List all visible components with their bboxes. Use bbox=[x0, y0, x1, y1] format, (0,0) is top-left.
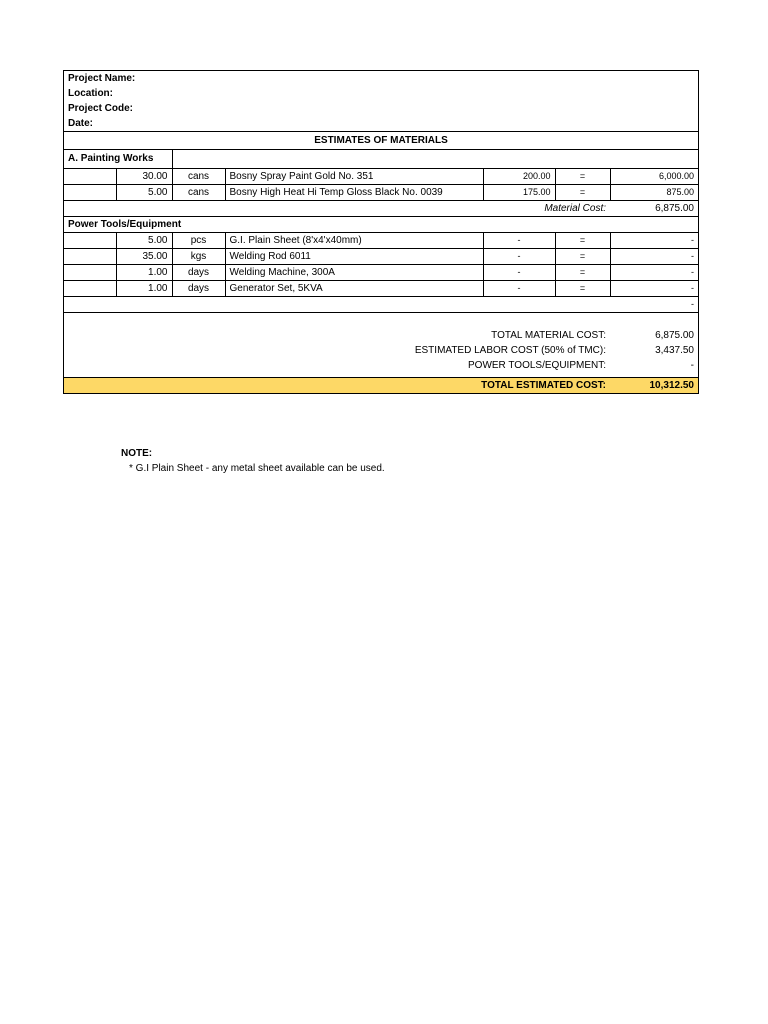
qty-cell: 35.00 bbox=[116, 249, 172, 265]
description-cell: G.I. Plain Sheet (8'x4'x40mm) bbox=[225, 233, 483, 249]
estimate-sheet bbox=[63, 70, 699, 394]
tools-subtotal-value: - bbox=[610, 297, 698, 313]
sheet-title: ESTIMATES OF MATERIALS bbox=[64, 132, 698, 150]
material-cost-value: 6,875.00 bbox=[610, 201, 698, 217]
estimate-table bbox=[64, 71, 698, 393]
equals-cell: = bbox=[555, 233, 610, 249]
grand-total-value: 10,312.50 bbox=[610, 378, 698, 394]
table-row bbox=[64, 249, 698, 265]
unit-cell: kgs bbox=[172, 249, 225, 265]
amount-cell: - bbox=[610, 281, 698, 297]
total-material-label: TOTAL MATERIAL COST: bbox=[491, 330, 606, 341]
qty-cell: 5.00 bbox=[116, 185, 172, 201]
amount-cell: 875.00 bbox=[610, 185, 698, 201]
amount-cell: - bbox=[610, 249, 698, 265]
table-row bbox=[64, 233, 698, 249]
table-row bbox=[64, 185, 698, 201]
painting-section-label: A. Painting Works bbox=[64, 150, 172, 169]
amount-cell: - bbox=[610, 233, 698, 249]
unit-price-cell: - bbox=[483, 265, 555, 281]
tools-cost-value: - bbox=[690, 360, 694, 371]
unit-cell: days bbox=[172, 265, 225, 281]
description-cell: Bosny High Heat Hi Temp Gloss Black No. 0039 bbox=[225, 185, 483, 201]
tools-cost-label: POWER TOOLS/EQUIPMENT: bbox=[468, 360, 606, 371]
description-cell: Generator Set, 5KVA bbox=[225, 281, 483, 297]
project-code-label: Project Code: bbox=[68, 103, 134, 114]
qty-cell: 5.00 bbox=[116, 233, 172, 249]
table-row bbox=[64, 169, 698, 185]
grand-total-label: TOTAL ESTIMATED COST: bbox=[64, 378, 610, 394]
unit-cell: cans bbox=[172, 185, 225, 201]
unit-cell: pcs bbox=[172, 233, 225, 249]
unit-price-cell: - bbox=[483, 249, 555, 265]
equals-cell: = bbox=[555, 265, 610, 281]
qty-cell: 1.00 bbox=[116, 281, 172, 297]
unit-price-cell: - bbox=[483, 233, 555, 249]
equals-cell: = bbox=[555, 185, 610, 201]
labor-cost-value: 3,437.50 bbox=[655, 345, 694, 356]
note-title: NOTE: bbox=[121, 448, 153, 459]
tools-section-label: Power Tools/Equipment bbox=[64, 217, 698, 233]
description-cell: Bosny Spray Paint Gold No. 351 bbox=[225, 169, 483, 185]
unit-cell: days bbox=[172, 281, 225, 297]
description-cell: Welding Machine, 300A bbox=[225, 265, 483, 281]
unit-price-cell: 175.00 bbox=[483, 185, 555, 201]
equals-cell: = bbox=[555, 249, 610, 265]
grand-total-row bbox=[64, 378, 698, 394]
amount-cell: 6,000.00 bbox=[610, 169, 698, 185]
qty-cell: 30.00 bbox=[116, 169, 172, 185]
project-name-label: Project Name: bbox=[68, 73, 136, 84]
qty-cell: 1.00 bbox=[116, 265, 172, 281]
total-material-value: 6,875.00 bbox=[655, 330, 694, 341]
material-cost-label: Material Cost: bbox=[64, 201, 610, 217]
note-block bbox=[121, 446, 385, 476]
equals-cell: = bbox=[555, 169, 610, 185]
equals-cell: = bbox=[555, 281, 610, 297]
description-cell: Welding Rod 6011 bbox=[225, 249, 483, 265]
amount-cell: - bbox=[610, 265, 698, 281]
unit-cell: cans bbox=[172, 169, 225, 185]
table-row bbox=[64, 281, 698, 297]
note-text: * G.I Plain Sheet - any metal sheet available can be used. bbox=[129, 463, 385, 474]
labor-cost-label: ESTIMATED LABOR COST (50% of TMC): bbox=[414, 345, 606, 356]
date-label: Date: bbox=[68, 118, 94, 129]
table-row bbox=[64, 265, 698, 281]
location-label: Location: bbox=[68, 88, 113, 99]
unit-price-cell: - bbox=[483, 281, 555, 297]
unit-price-cell: 200.00 bbox=[483, 169, 555, 185]
